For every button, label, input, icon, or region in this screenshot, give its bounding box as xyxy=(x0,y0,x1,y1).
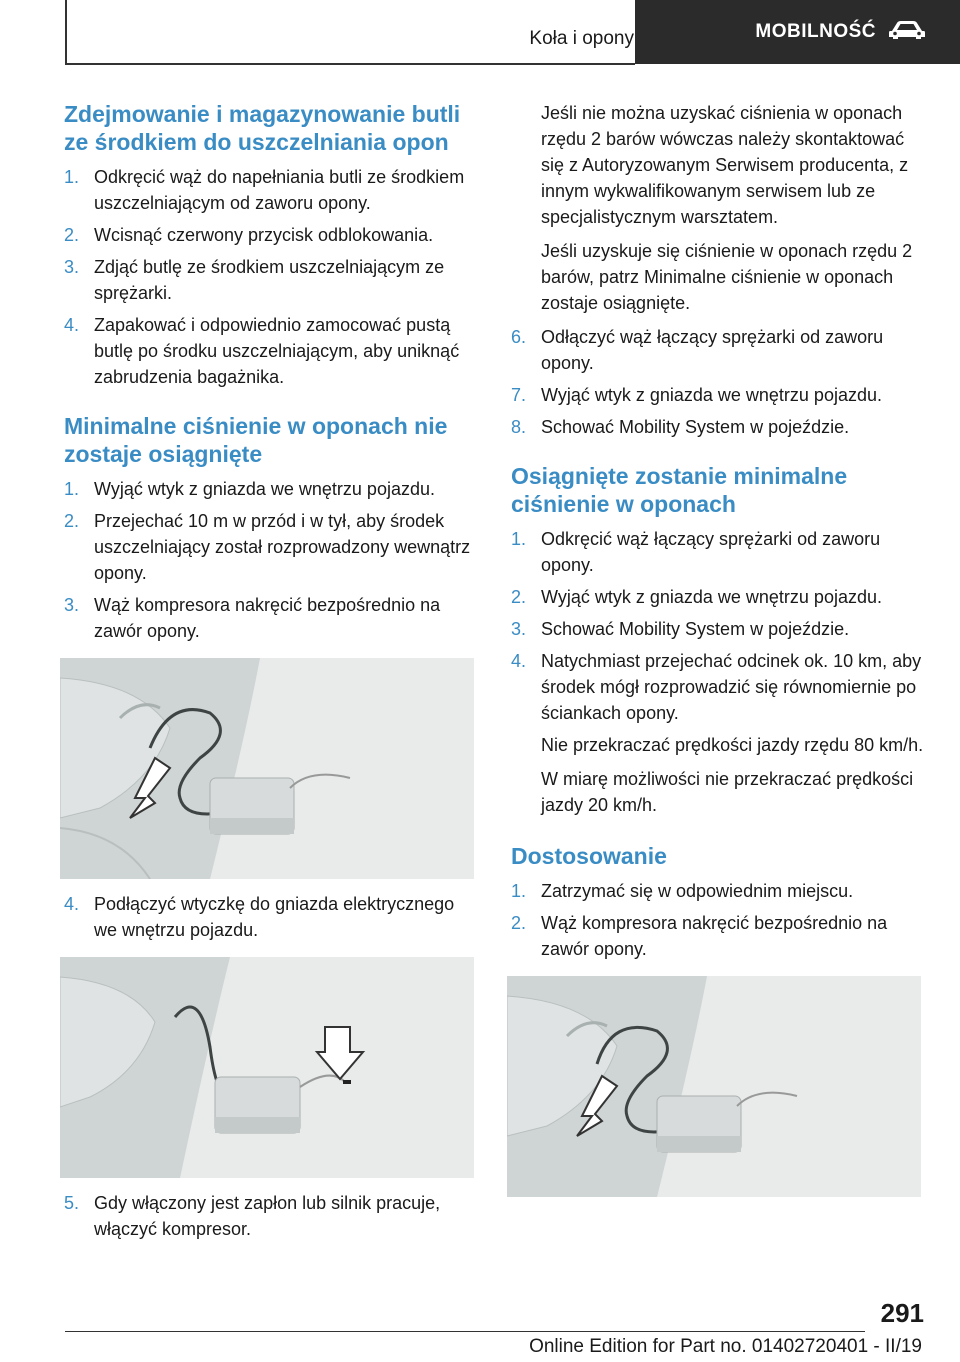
step-text: Wyjąć wtyk z gniazda we wnętrzu pojazdu. xyxy=(541,385,882,405)
step-number: 2. xyxy=(511,913,527,933)
step-number: 2. xyxy=(511,587,527,607)
paragraph-contact-service: Jeśli nie można uzyskać ciśnienia w oponach rzędu 2 barów wówczas należy skontaktować się z Autoryzowanym Serwisem producenta, z innym wykwalifikowanym serwisem lub ze specjalistycznym warsztatem. xyxy=(541,103,909,227)
step-text: Podłączyć wtyczkę do gniazda elektrycznego we wnętrzu pojazdu. xyxy=(94,894,455,940)
step-text: Wąż kompresora nakręcić bezpośrednio na zawór opony. xyxy=(94,595,441,641)
header-rule-vertical xyxy=(65,0,67,64)
step-text: Wyjąć wtyk z gniazda we wnętrzu pojazdu. xyxy=(541,587,882,607)
paragraph-reference: Jeśli uzyskuje się ciśnienie w oponach rzędu 2 barów, patrz Minimalne ciśnienie w oponach zostaje osiągnięte. xyxy=(541,241,913,313)
step-number: 1. xyxy=(511,529,527,549)
step-number: 3. xyxy=(511,619,527,639)
step-text: Schować Mobility System w pojeździe. xyxy=(541,619,850,639)
spacer xyxy=(511,446,925,462)
spacer xyxy=(64,396,478,412)
step-text: Natychmiast przejechać odcinek ok. 10 km, aby środek mógł rozprowadzić się równomiernie po ściankach opony. xyxy=(541,651,922,723)
illustration-plug-socket xyxy=(60,957,474,1178)
illustration-hose-to-valve-2 xyxy=(507,976,921,1197)
list-item xyxy=(64,222,478,248)
list-item xyxy=(511,324,925,376)
left-column xyxy=(64,100,478,1248)
step-text: Odłączyć wąż łączący sprężarki od zaworu opony. xyxy=(541,327,884,373)
list-item xyxy=(511,616,925,642)
step-number: 2. xyxy=(64,225,80,245)
step-text: Zatrzymać się w odpowiednim miejscu. xyxy=(541,881,854,901)
step-text: Zapakować i odpowiednio zamocować pustą butlę po środku uszczelniającym, aby uniknąć zabrudzenia bagażnika. xyxy=(94,315,460,387)
list-item xyxy=(511,382,925,408)
step-text: Odkręcić wąż do napełniania butli ze środkiem uszczelniającym od zaworu opony. xyxy=(94,167,465,213)
step-number: 7. xyxy=(511,385,527,405)
step-text: Zdjąć butlę ze środkiem uszczelniającym ze sprężarki. xyxy=(94,257,445,303)
car-icon xyxy=(888,19,926,46)
paragraph-speed-limit-20: W miarę możliwości nie przekraczać prędkości jazdy 20 km/h. xyxy=(541,769,914,815)
steps-min-pressure-reached xyxy=(511,526,925,726)
step-number: 4. xyxy=(64,315,80,335)
list-item xyxy=(511,414,925,440)
list-item xyxy=(64,508,478,586)
chapter-tab-label: MOBILNOŚĆ xyxy=(755,21,876,42)
illustration-hose-to-valve xyxy=(60,658,474,879)
step-number: 4. xyxy=(64,894,80,914)
step-number: 4. xyxy=(511,651,527,671)
list-item xyxy=(64,891,478,943)
chapter-tab[interactable] xyxy=(635,0,960,64)
heading-min-pressure-reached: Osiągnięte zostanie minimalne ciśnienie w oponach xyxy=(511,463,848,517)
list-item xyxy=(511,526,925,578)
steps-continued xyxy=(511,324,925,440)
step-number: 1. xyxy=(511,881,527,901)
step-number: 5. xyxy=(64,1193,80,1213)
paragraph-speed-limit-80: Nie przekraczać prędkości jazdy rzędu 80 km/h. xyxy=(541,735,924,755)
list-item xyxy=(511,910,925,962)
header-rule-horizontal xyxy=(65,63,635,65)
step-text: Schować Mobility System w pojeździe. xyxy=(541,417,850,437)
heading-remove-bottle: Zdejmowanie i magazynowanie butli ze środkiem do uszczelniania opon xyxy=(64,101,461,155)
step-number: 3. xyxy=(64,257,80,277)
steps-remove-bottle xyxy=(64,164,478,390)
list-item xyxy=(64,164,478,216)
step-text: Wcisnąć czerwony przycisk odblokowania. xyxy=(94,225,434,245)
list-item xyxy=(64,254,478,306)
list-item xyxy=(511,648,925,726)
step-text: Wyjąć wtyk z gniazda we wnętrzu pojazdu. xyxy=(94,479,435,499)
list-item xyxy=(64,592,478,644)
step-number: 3. xyxy=(64,595,80,615)
footer-edition: Online Edition for Part no. 01402720401 - II/19 xyxy=(529,1336,922,1357)
step-text: Wąż kompresora nakręcić bezpośrednio na zawór opony. xyxy=(541,913,888,959)
list-item xyxy=(64,476,478,502)
spacer xyxy=(511,826,925,842)
step-number: 6. xyxy=(511,327,527,347)
steps-min-pressure-not-reached xyxy=(64,476,478,644)
step-number: 1. xyxy=(64,479,80,499)
step-text: Przejechać 10 m w przód i w tył, aby środek uszczelniający został rozprowadzony wewnątrz opony. xyxy=(94,511,471,583)
step-number: 1. xyxy=(64,167,80,187)
footer-rule xyxy=(65,1331,865,1332)
section-title: Koła i opony xyxy=(529,28,634,49)
list-item xyxy=(511,584,925,610)
heading-min-pressure-not-reached: Minimalne ciśnienie w oponach nie zostaje osiągnięte xyxy=(64,413,448,467)
step-text: Odkręcić wąż łączący sprężarki od zaworu opony. xyxy=(541,529,881,575)
heading-adjustment: Dostosowanie xyxy=(511,843,667,869)
steps-adjustment xyxy=(511,878,925,962)
step-number: 2. xyxy=(64,511,80,531)
page-number: 291 xyxy=(880,1298,924,1328)
list-item xyxy=(64,1190,478,1242)
list-item xyxy=(511,878,925,904)
step-number: 8. xyxy=(511,417,527,437)
list-item xyxy=(64,312,478,390)
step-text: Gdy włączony jest zapłon lub silnik pracuje, włączyć kompresor. xyxy=(94,1193,441,1239)
right-column xyxy=(511,100,925,1209)
